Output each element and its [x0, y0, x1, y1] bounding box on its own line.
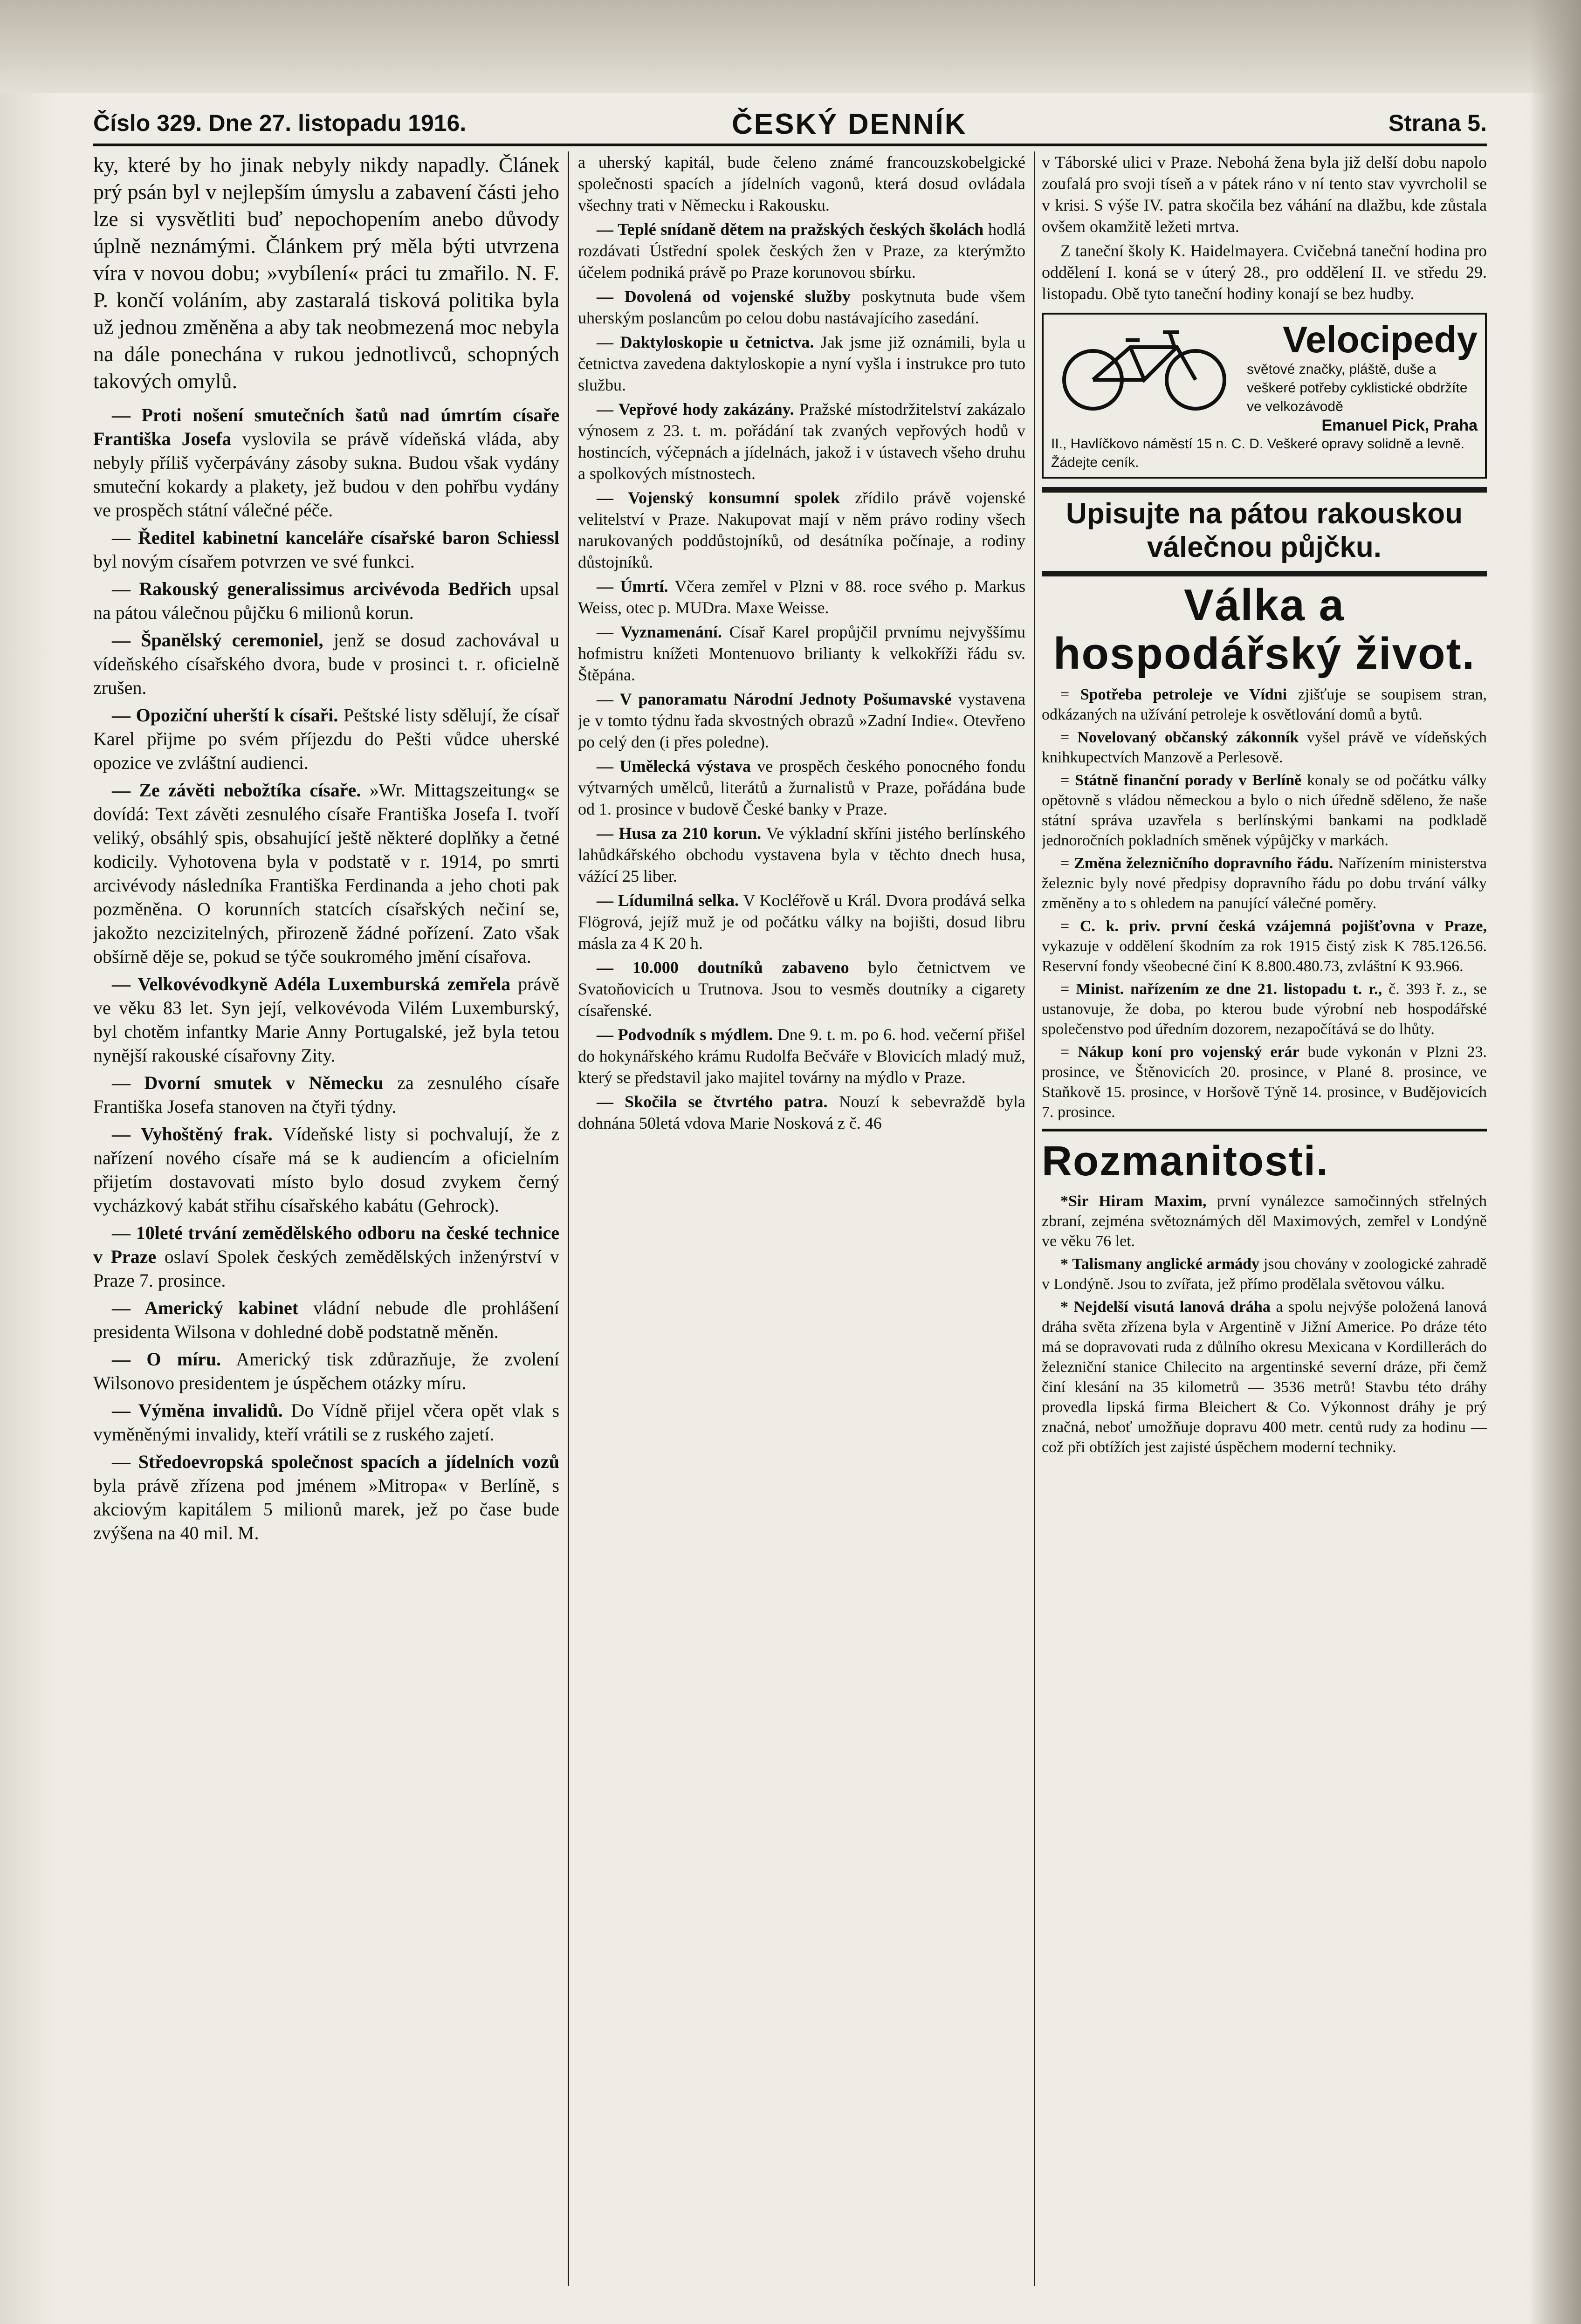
article-text: vládní nebude dle prohlášení presidenta Wilsona v dohledné době podstatně měněn. — [93, 1297, 559, 1342]
article-heading: — Vepřové hody zakázány. — [597, 400, 794, 418]
page-header — [93, 105, 1487, 142]
ad-line-2: II., Havlíčkovo náměstí 15 n. C. D. Veškeré opravy solidně a levně. Žádejte ceník. — [1051, 436, 1465, 470]
article-text: Jak jsme již oznámili, byla u četnictva zavedena daktyloskopie a nyní vyšla i instrukce pro tuto službu. — [578, 333, 1025, 394]
article-text: Vídeňské listy si pochvalují, že z nařízení nového císaře má se k audiencím a oficielním přijetím dostavovati místo bylo dosud zvykem černý vycházkový kabát střihu císařského kabátu (Gehrock). — [93, 1124, 559, 1216]
article-heading: — Proti nošení smutečních šatů nad úmrtím císaře Františka Josefa — [93, 404, 559, 449]
bicycle-advertisement — [1042, 313, 1487, 479]
ad-line-1: světové značky, pláště, duše a veškeré potřeby cyklistické obdržíte ve velkozávodě — [1247, 362, 1468, 414]
article-paragraph — [578, 1091, 1025, 1134]
article-heading: — Rakouský generalissimus arcivévoda Bedřich — [112, 578, 512, 599]
article-paragraph — [93, 403, 559, 522]
article-paragraph — [93, 972, 559, 1067]
article-paragraph — [578, 688, 1025, 753]
article-text: Včera zemřel v Plzni v 88. roce svého p. Markus Weiss, otec p. MUDra. Maxe Weisse. — [578, 577, 1025, 617]
column-1 — [93, 151, 559, 2286]
column-divider-2 — [1034, 151, 1035, 2286]
article-paragraph — [93, 1399, 559, 1446]
article-paragraph — [93, 526, 559, 573]
article-text: jsou chovány v zoologické zahradě v Londýně. Jsou to zvířata, jež přímo prodělala světovou válku. — [1042, 1255, 1487, 1293]
article-heading: — Vojenský konsumní spolek — [597, 488, 840, 507]
article-heading: — 10.000 doutníků zabaveno — [597, 958, 849, 977]
article-heading: — Středoevropská společnost spacích a jídelních vozů — [112, 1451, 559, 1472]
article-paragraph — [578, 957, 1025, 1021]
article-heading: — O míru. — [112, 1349, 221, 1370]
article-text: V Kocléřově u Král. Dvora prodává selka Flögrová, jejíž muž je od počátku války na bojišti, dosud libru másla za 4 K 20 h. — [578, 891, 1025, 953]
article-text: byl novým císařem potvrzen ve své funkci. — [93, 551, 415, 572]
article-paragraph: = Spotřeba petroleje ve Vídni zjišťuje se soupisem stran, odkázaných na užívání petroleje k osvětlování domů a bytů. — [1042, 686, 1487, 723]
article-text: konaly se od počátku války opětovně s vládou německou a bylo o nich úředně sděleno, že naše státní správa uzavřela s berlínskými bankami na podkladě jednoročních pokladních směnek výpůjčky v markách. — [1042, 772, 1487, 849]
article-text: Dne 9. t. m. po 6. hod. večerní přišel do hokynářského krámu Rudolfa Bečváře v Blovicích mladý muž, který se představil jako majitel továrny na mýdlo v Praze. — [578, 1025, 1025, 1087]
article-heading: Minist. nařízením ze dne 21. listopadu t. r., — [1076, 980, 1382, 998]
article-text: za zesnulého císaře Františka Josefa stanoven na čtyři týdny. — [93, 1072, 559, 1117]
article-heading: * Talismany anglické armády — [1060, 1255, 1260, 1273]
article-heading: — Dvorní smutek v Německu — [112, 1072, 384, 1093]
article-text: jenž se dosud zachovával u vídeňského císařského dvora, bude v prosinci t. r. oficielně zrušen. — [93, 630, 559, 698]
article-paragraph — [578, 286, 1025, 329]
page-number: Strana 5. — [1388, 110, 1487, 136]
article-paragraph: = Změna železničního dopravního řádu. Nařízením ministerstva železnic byly nové předpisy dopravního řádu po dobu trvání války změněny a to s ohledem na panující válečné poměry. — [1042, 855, 1487, 912]
article-text: upsal na pátou válečnou půjčku 6 milionů korun. — [93, 578, 559, 623]
article-paragraph — [578, 219, 1025, 283]
article-heading: *Sir Hiram Maxim, — [1060, 1193, 1207, 1210]
article-heading: Nákup koní pro vojenský erár — [1078, 1043, 1299, 1061]
article-paragraph — [93, 1071, 559, 1118]
article-text: Ve výkladní skříni jistého berlínského lahůdkářského obchodu vystavena byla v těchto dnech husa, vážící 25 liber. — [578, 824, 1025, 885]
column-divider-1 — [568, 151, 569, 2286]
article-heading: — Lídumilná selka. — [597, 891, 739, 910]
scan-shadow-top — [0, 0, 1581, 93]
article-text: Do Vídně přijel včera opět vlak s vyměněnými invalidy, kteří vrátili se z ruského zajetí. — [93, 1400, 559, 1445]
article-heading: — Vyznamenání. — [597, 623, 722, 641]
article-heading: Změna železničního dopravního řádu. — [1074, 855, 1334, 872]
article-text: zřídilo právě vojenské velitelství v Praze. Nakupovat mají v něm právo rodiny všech narukovaných poddůstojníků, od desátníka počínaje, a rodiny důstojníků. — [578, 488, 1025, 571]
article-heading: — Velkovévodkyně Adéla Luxemburská zemřela — [112, 973, 511, 994]
article-text: zjišťuje se soupisem stran, odkázaných na užívání petroleje k osvětlování domů a bytů. — [1042, 686, 1487, 723]
article-paragraph — [93, 1221, 559, 1292]
article-paragraph — [93, 778, 559, 968]
article-paragraph — [578, 398, 1025, 484]
article-text: Peštské listy sdělují, že císař Karel přijme po svém příjezdu do Pešti vůdce uherské opozice ve zvláštní audienci. — [93, 705, 559, 773]
article-text: vyšel právě ve vídeňských knihkupectvích Manzově a Perlesově. — [1042, 729, 1487, 766]
article-text: právě ve věku 83 let. Syn její, velkovévoda Vilém Luxemburský, byl chotěm infantky Marie Anny Portugalské, jež byla tetou nynější rakouské císařovny Zity. — [93, 973, 559, 1066]
article-heading: — V panoramatu Národní Jednoty Pošumavské — [597, 690, 952, 708]
separator-bar — [1042, 571, 1487, 576]
article-heading: — Opoziční uherští k císaři. — [112, 705, 338, 726]
article-heading: — Ředitel kabinetní kanceláře císařské baron Schiessl — [112, 527, 559, 548]
separator-bar — [1042, 487, 1487, 493]
section-title-war-economy: Válka a hospodářský život. — [1053, 580, 1476, 679]
header-rule — [93, 144, 1487, 146]
article-heading: — Úmrtí. — [597, 577, 668, 596]
article-text: první vynálezce samočinných střelných zbraní, zejména světoznámých děl Maximových, zemřel v Londýně ve věku 76 let. — [1042, 1193, 1487, 1250]
article-paragraph: = Nákup koní pro vojenský erár bude vykonán v Plzni 23. prosince, ve Štěnovicích 20. prosince, v Plané 8. prosince, ve Staňkově 15. prosince, v Horšově Týně 14. prosince, v Budějovicích 7. prosince. — [1042, 1043, 1487, 1121]
article-heading: — Dovolená od vojenské služby — [597, 287, 851, 306]
article-heading: Novelovaný občanský zákonník — [1077, 729, 1299, 746]
dance-school-notice: Z taneční školy K. Haidelmayera. Cvičebná taneční hodina pro oddělení I. koná se v úterý 28., pro oddělení II. ve středu 29. listopadu. Obě tyto taneční hodiny konají se bez hudby. — [1042, 241, 1487, 303]
article-heading: * Nejdelší visutá lanová dráha — [1060, 1298, 1271, 1316]
article-paragraph — [578, 576, 1025, 618]
miscellany-articles — [1042, 1191, 1487, 1457]
article-paragraph — [93, 1450, 559, 1545]
column-2-articles — [578, 219, 1025, 1134]
article-text: Nouzí k sebevraždě byla dohnána 50letá vdova Marie Nosková z č. 46 — [578, 1092, 1025, 1132]
article-heading: — Podvodník s mýdlem. — [597, 1025, 773, 1044]
column-3-lead: v Táborské ulici v Praze. Nebohá žena byla již delší dobu napolo zoufalá pro svoji tíseň a v pátek ráno v ní tento stav vyvrcholil se v krisi. S výše IV. patra skočila bez váhání na dlažbu, kde zůstala ovšem okamžitě ležeti mrtva. — [1042, 153, 1487, 236]
column-2-lead: a uherský kapitál, bude čeleno známé francouzskobelgické společnosti spacích a jídelních vagonů, která dosud ovládala všechny trati v Německu i Rakousku. — [578, 153, 1025, 214]
article-text: č. 393 ř. z., se ustanovuje, že doba, po kterou bude výrobní neb hospodářské společenstvo pod úředním dozorem, nezapočítává se do lhůty. — [1042, 980, 1487, 1038]
article-heading: — Teplé snídaně dětem na pražských českých školách — [597, 220, 984, 239]
article-text: hodlá rozdávati Ústřední spolek českých žen v Praze, za kterýmžto účelem podniká právě po Praze korunovou sbírku. — [578, 220, 1025, 281]
article-heading: — Husa za 210 korun. — [597, 824, 762, 843]
article-text: vykazuje v oddělení škodním za rok 1915 čistý zisk K 785.126.56. Reservní fondy všeobecné činí K 8.800.480.73, zvláštní K 93.966. — [1042, 938, 1487, 975]
article-paragraph — [578, 890, 1025, 954]
section-title-miscellany: Rozmanitosti. — [1042, 1138, 1329, 1185]
article-text: a spolu nejvýše položená lanová dráha světa zřízena byla v Argentině v Jižní Americe. Po dráze této má se dopravovati ruda z důlního okresu Mexicana v Kordillerách do železniční stanice Chilecito na argentinské severní dráze, při čemž činí klesání na 35 kilometrů — 3536 metrů! Stavbu této dráhy provedla lipská firma Bleichert & Co. Výkonnost dráhy je prý značná, neboť umožňuje dopravu 400 metr. centů rudy za hodinu — což při obtížích jest zajisté úspěchem moderní techniky. — [1042, 1298, 1487, 1456]
column-1-articles — [93, 403, 559, 1545]
article-paragraph — [578, 823, 1025, 887]
article-text: Americký tisk zdůrazňuje, že zvolení Wilsonovo presidentem je úspěchem otázky míru. — [93, 1349, 559, 1393]
article-paragraph — [93, 577, 559, 624]
article-text: vyslovila se právě vídeňská vláda, aby nebyly příliš vyčerpávány zásoby sukna. Budou však vydány smuteční kokardy a plakety, jež budou v den pohřbu vydány ve prospěch státní válečné péče. — [93, 428, 559, 521]
article-paragraph: = Novelovaný občanský zákonník vyšel právě ve vídeňských knihkupectvích Manzově a Perlesově. — [1042, 729, 1487, 766]
bicycle-icon — [1051, 319, 1237, 412]
article-paragraph — [1042, 1297, 1487, 1457]
article-heading: — Daktyloskopie u četnictva. — [597, 333, 814, 351]
column-3 — [1042, 151, 1487, 2286]
scan-shadow-right — [1530, 0, 1581, 2324]
article-heading: — Umělecká výstava — [597, 757, 751, 775]
war-economy-articles — [1042, 685, 1487, 1122]
article-heading: — Výměna invalidů. — [112, 1400, 283, 1421]
article-paragraph — [578, 487, 1025, 573]
article-heading: — Skočila se čtvrtého patra. — [597, 1092, 828, 1111]
article-paragraph — [93, 1296, 559, 1344]
article-heading: — Americký kabinet — [112, 1297, 299, 1318]
article-heading: — Ze závěti nebožtíka císaře. — [112, 780, 361, 801]
masthead-title: ČESKÝ DENNÍK — [732, 108, 967, 140]
article-heading: — 10leté trvání zemědělského odboru na české technice v Praze — [93, 1222, 559, 1267]
article-paragraph: = Minist. nařízením ze dne 21. listopadu t. r., č. 393 ř. z., se ustanovuje, že doba, po kterou bude výrobní neb hospodářské společenstvo pod úředním dozorem, nezapočítává se do lhůty. — [1042, 980, 1487, 1038]
article-text: bylo četnictvem ve Svatoňovicích u Trutnova. Jsou to vesměs doutníky a cigarety císařenské. — [578, 958, 1025, 1020]
article-text: poskytnuta bude všem uherským poslancům po celou dobu nastávajícího zasedání. — [578, 287, 1025, 327]
column-1-lead: ky, které by ho jinak nebyly nikdy napadly. Článek prý psán byl v nejlepším úmyslu a zabavení části jeho lze si vysvětliti buď nepochopením anebo důvody úplně neznámými. Článkem prý měla býti utvrzena víra v novou dobu; »vybílení« práci tu zmařilo. N. F. P. končí voláním, aby zastaralá tisková politika byla už jednou změněna a aby tak neobmezená moc nebyla na dále ponechána v rukou jednotlivců, schopných takových omylů. — [93, 153, 559, 393]
article-paragraph — [93, 628, 559, 699]
article-heading: — Vyhoštěný frak. — [112, 1124, 273, 1145]
article-paragraph — [93, 1122, 559, 1217]
article-paragraph — [578, 755, 1025, 820]
article-text: »Wr. Mittagszeitung« se dovídá: Text závěti zesnulého císaře Františka Josefa I. tvoří veliký, obsáhlý spis, obsahující ještě některé doplňky a četné kodicily. Vyhotovena byla v podstatě v r. 1914, po smrti arcivévody následníka Františka Ferdinanda a jeho choti pak pozměněna. O korunních statcích císařských nečiní se, jakožto nezcizitelných, přirozeně žádné pořízení. Zato však obšírně děje se, pokud se týče soukromého jmění císařova. — [93, 780, 559, 967]
article-heading: Spotřeba petroleje ve Vídni — [1080, 686, 1287, 703]
article-text: Císař Karel propůjčil prvnímu nejvyššímu hofmistru knížeti Montenuovo brilianty k velkokříži řádu sv. Štěpána. — [578, 623, 1025, 684]
article-paragraph: = C. k. priv. první česká vzájemná pojišťovna v Praze, vykazuje v oddělení škodním za rok 1915 čistý zisk K 785.126.56. Reservní fondy všeobecné činí K 8.800.480.73, zvláštní K 93.966. — [1042, 918, 1487, 975]
separator-rule — [1042, 1129, 1487, 1131]
article-heading: C. k. priv. první česká vzájemná pojišťovna v Praze, — [1079, 918, 1487, 935]
article-text: oslaví Spolek českých zemědělských inženýrství v Praze 7. prosince. — [93, 1246, 559, 1291]
article-paragraph — [93, 703, 559, 775]
article-text: bude vykonán v Plzni 23. prosince, ve Štěnovicích 20. prosince, v Plané 8. prosince, ve Staňkově 15. prosince, v Horšově Týně 14. prosince, v Budějovicích 7. prosince. — [1042, 1043, 1487, 1121]
article-text: byla právě zřízena pod jménem »Mitropa« v Berlíně, s akciovým kapitálem 5 milionů marek, jež po čase bude zvýšena na 40 mil. M. — [93, 1475, 559, 1543]
article-paragraph — [1042, 1254, 1487, 1294]
ad-title: Velocipedy — [1283, 319, 1478, 360]
article-paragraph — [578, 1024, 1025, 1088]
ad-company: Emanuel Pick, Praha — [1321, 417, 1478, 434]
war-loan-appeal: Upisujte na pátou rakouskou válečnou půjčku. — [1066, 498, 1463, 563]
article-text: ve prospěch českého ponocného fondu výtvarných umělců, literátů a žurnalistů v Praze, pořádána bude od 1. prosince v budově České banky v Praze. — [578, 757, 1025, 818]
article-heading: Státně finanční porady v Berlíně — [1075, 772, 1302, 789]
article-paragraph — [1042, 1191, 1487, 1251]
article-text: Nařízením ministerstva železnic byly nové předpisy dopravního řádu po dobu trvání války změněny a to s ohledem na panující válečné poměry. — [1042, 855, 1487, 912]
article-paragraph — [578, 621, 1025, 686]
article-paragraph — [578, 331, 1025, 396]
issue-date: Číslo 329. Dne 27. listopadu 1916. — [93, 110, 467, 136]
article-heading: — Španělský ceremoniel, — [112, 630, 323, 651]
article-text: Pražské místodržitelství zakázalo výnosem z 23. t. m. pořádání tak zvaných vepřových hodů v hostincích, výčepnách a jídelnách, jakož i v ústavech všeho druhu a spolkových místnostech. — [578, 400, 1025, 483]
article-paragraph: = Státně finanční porady v Berlíně konaly se od počátku války opětovně s vládou německou a bylo o nich úředně sděleno, že naše státní správa uzavřela s berlínskými bankami na podkladě jednoročních pokladních směnek výpůjčky v markách. — [1042, 772, 1487, 849]
column-2 — [578, 151, 1025, 2286]
article-text: vystavena je v tomto týdnu řada skvostných obrazů »Zadní Indie«. Otevřeno po celý den (i přes poledne). — [578, 690, 1025, 751]
article-paragraph — [93, 1347, 559, 1395]
